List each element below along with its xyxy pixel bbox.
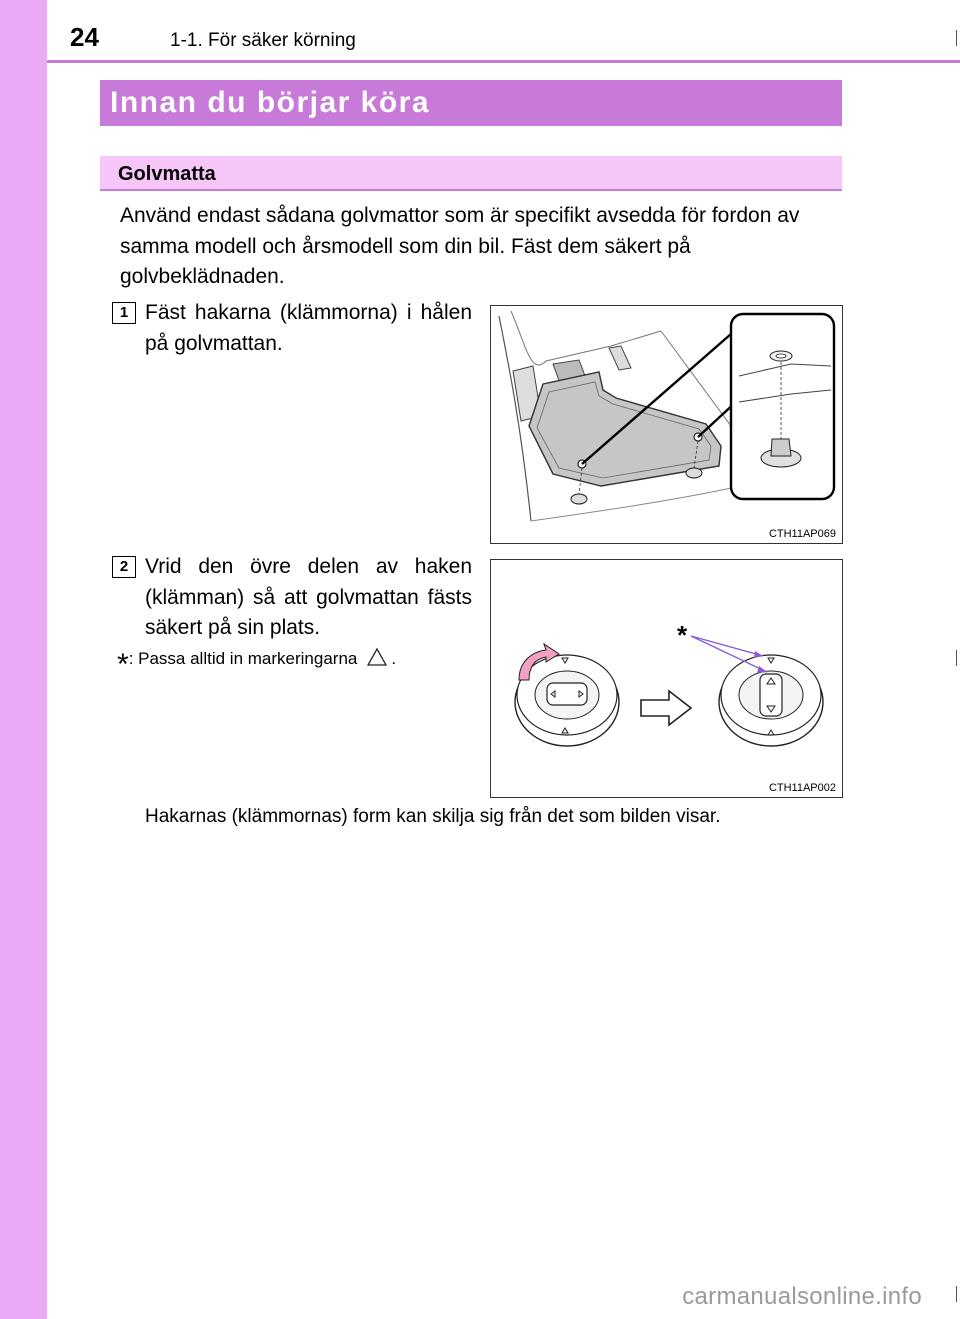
side-tab-strip xyxy=(0,0,47,1319)
figure-hook-rotation xyxy=(490,559,843,798)
crop-mark xyxy=(956,650,957,666)
step-1-number: 1 xyxy=(112,302,136,324)
floor-mat-illustration xyxy=(491,306,844,545)
note-text: : Passa alltid in markeringarna xyxy=(128,649,358,668)
page-title: Innan du börjar köra xyxy=(100,80,842,126)
header-rule xyxy=(47,60,960,63)
note-asterisk: * xyxy=(117,648,129,681)
footnote: Hakarnas (klämmornas) form kan skilja sig från det som bilden visar. xyxy=(145,806,721,827)
step-1-text: Fäst hakarna (klämmorna) i hålen på golvmattan. xyxy=(145,301,472,355)
intro-paragraph: Använd endast sådana golvmattor som är specifikt avsedda för fordon av samma modell och årsmodell som din bil. Fäst dem säkert på golvbeklädnaden. xyxy=(120,204,800,288)
alignment-note xyxy=(117,648,396,682)
hook-rotation-illustration xyxy=(491,560,844,799)
note-end: . xyxy=(391,649,397,668)
figure-floor-mat-hooks xyxy=(490,305,843,544)
step-2-number: 2 xyxy=(112,556,136,578)
figure-2-code: CTH11AP002 xyxy=(768,782,836,794)
crop-mark xyxy=(956,1286,957,1302)
triangle-mark-icon xyxy=(367,648,387,666)
step-2-text: Vrid den övre delen av haken (klämman) så att golvmattan fästs säkert på sin plats. xyxy=(145,555,472,639)
section-reference: 1-1. För säker körning xyxy=(170,30,356,51)
subsection-heading: Golvmatta xyxy=(100,156,842,191)
page-number: 24 xyxy=(70,22,99,52)
crop-mark xyxy=(956,30,957,46)
figure-2-callout: * xyxy=(677,620,688,650)
watermark: carmanualsonline.info xyxy=(682,1283,922,1310)
figure-1-code: CTH11AP069 xyxy=(768,528,836,540)
